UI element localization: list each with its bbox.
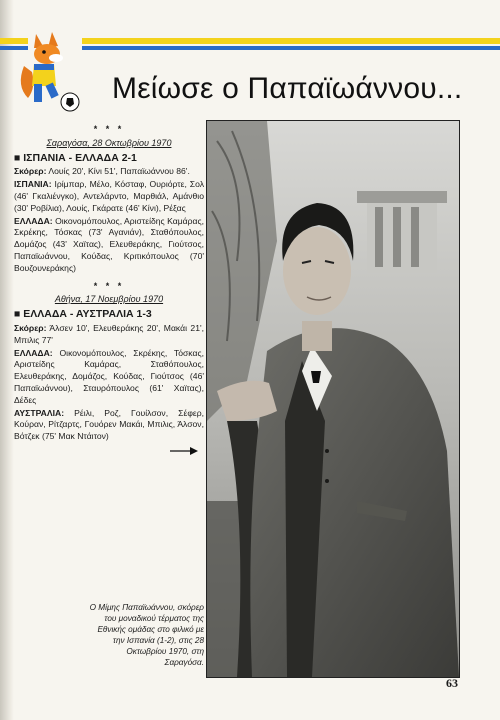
player-photo bbox=[206, 120, 460, 678]
paragraph-label: ΙΣΠΑΝΙΑ: bbox=[14, 179, 52, 190]
paragraph-text: Άλσεν 10', Ελευθεράκης 20', Μακάι 21', Μπιλις 77' bbox=[14, 322, 204, 345]
report-paragraph bbox=[14, 348, 204, 407]
report-paragraph bbox=[14, 166, 204, 178]
paragraph-text: Ιρίμπαρ, Μέλο, Κόσταφ, Ουριόρτε, Σολ (46' Γκαλιένγκο), Αντελάρντο, Μαρθιάλ, Αμάνθιο (30' Ροβίλια), Λουίς, Γκάρατε (46' Κίνι), Ρέξας bbox=[14, 179, 204, 213]
report-paragraph bbox=[14, 216, 204, 275]
match-reports bbox=[14, 118, 204, 444]
paragraph-label: Σκόρερ: bbox=[14, 322, 47, 333]
report-paragraph bbox=[14, 408, 204, 443]
paragraph-text: Ρέιλι, Ροζ, Γουίλσον, Σέφερ, Κούραν, Ρίτζαρτς, Γουόρεν Μακάι, Μπιλις, Άλσον, Βότζεκ (75' Μακ Ντάιτον) bbox=[14, 407, 204, 442]
page-number: 63 bbox=[446, 676, 458, 690]
section-separator: * * * bbox=[93, 124, 125, 134]
book-spine-shadow bbox=[0, 0, 14, 720]
section-separator: * * * bbox=[93, 280, 125, 291]
match-title: ΕΛΛΑΔΑ - ΑΥΣΤΡΑΛΙΑ 1-3 bbox=[23, 308, 152, 321]
paragraph-label: Σκόρερ: bbox=[14, 166, 47, 177]
match-report bbox=[14, 281, 204, 443]
paragraph-text: Οικονομόπουλος, Σκρέκης, Τόσκας, Αριστείδης Καμάρας, Σταθόπουλος, Ελευθεράκης, Δομάζος, Κούδας, Γιούτσος (46' Παπαϊωάννου), Σταυρόπουλος (61' Χαϊτας), Δέδες bbox=[14, 347, 204, 405]
arrow-right-icon bbox=[170, 446, 198, 456]
fox-football-mascot-icon bbox=[14, 26, 84, 116]
report-paragraph bbox=[14, 179, 204, 214]
header-stripe-blue bbox=[82, 46, 500, 50]
match-report bbox=[14, 124, 204, 275]
page-title: Μείωσε ο Παπαϊωάννου... bbox=[112, 72, 463, 105]
player-photo-image bbox=[207, 121, 459, 677]
match-heading: ■ ΕΛΛΑΔΑ - ΑΥΣΤΡΑΛΙΑ 1-3 bbox=[14, 308, 152, 321]
place-date: Αθήνα, 17 Νοεμβρίου 1970 bbox=[54, 294, 164, 305]
header-stripe-yellow bbox=[82, 38, 500, 44]
paragraph-label: ΕΛΛΑΔΑ: bbox=[14, 347, 53, 358]
match-title: ΙΣΠΑΝΙΑ - ΕΛΛΑΔΑ 2-1 bbox=[23, 151, 137, 164]
match-heading: ■ ΙΣΠΑΝΙΑ - ΕΛΛΑΔΑ 2-1 bbox=[14, 151, 137, 164]
photo-caption: Ο Μίμης Παπαϊωάννου, σκόρερ του μοναδικού τέρματος της Εθνικής ομάδας στο φιλικό με την Ισπανία (1-2), στις 28 Οκτωβρίου 1970, στη Σαραγόσα. bbox=[89, 603, 204, 667]
report-paragraph bbox=[14, 323, 204, 347]
paragraph-text: Λουίς 20', Κίνι 51', Παπαϊωάννου 86'. bbox=[46, 166, 190, 177]
paragraph-text: Οικονομόπουλος, Αριστείδης Καμάρας, Σκρέκης, Τόσκας (73' Αγανιάν), Σταθόπουλος, Δομάζος (43' Χαϊτας), Ελευθεράκης, Γιούτσος, Παπαϊωάννου, Κούδας, Κριτικόπουλος (70' Βουζουνεράκης) bbox=[14, 215, 204, 273]
paragraph-label: ΑΥΣΤΡΑΛΙΑ: bbox=[14, 407, 65, 418]
place-date: Σαραγόσα, 28 Οκτωβρίου 1970 bbox=[46, 137, 172, 148]
paragraph-label: ΕΛΛΑΔΑ: bbox=[14, 215, 53, 226]
